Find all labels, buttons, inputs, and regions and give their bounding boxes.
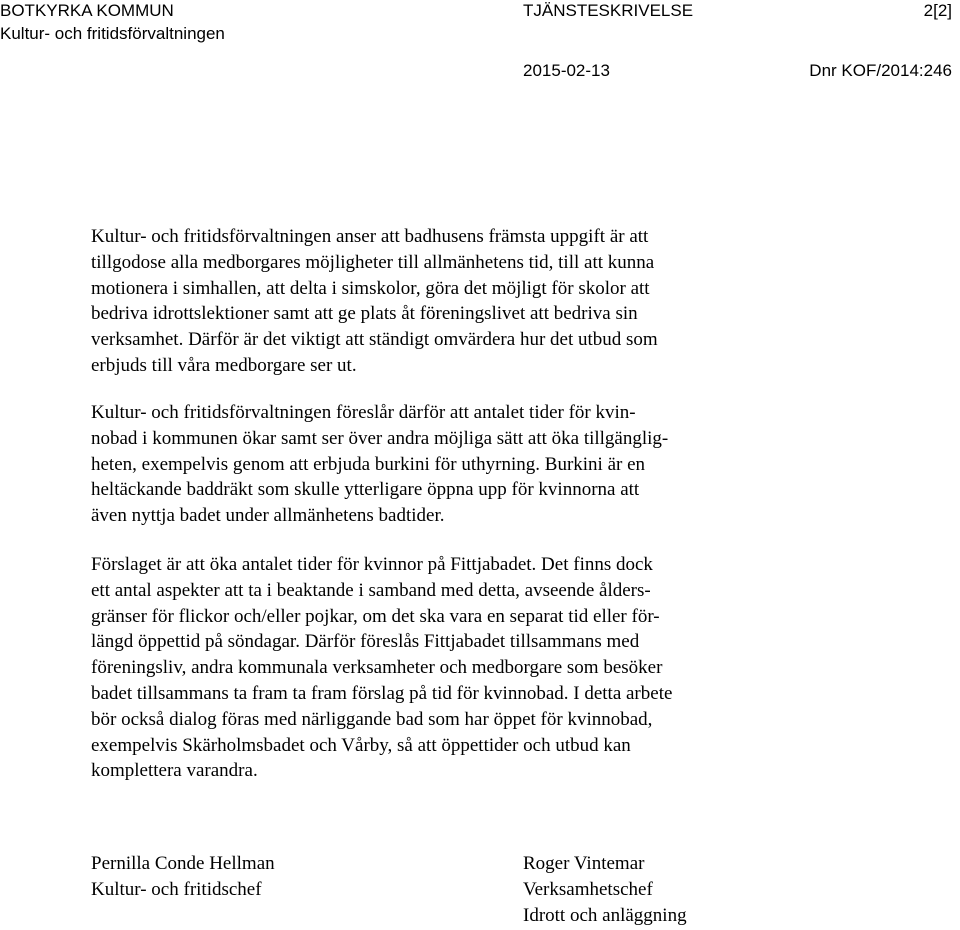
- paragraph-line: erbjuds till våra medborgare ser ut.: [91, 354, 357, 376]
- paragraph-line: verksamhet. Därför är det viktigt att ständigt omvärdera hur det utbud som: [91, 329, 658, 351]
- paragraph-line: längd öppettid på söndagar. Därför föreslås Fittjabadet tillsammans med: [91, 631, 640, 653]
- signatory-title: Verksamhetschef: [523, 878, 653, 900]
- paragraph-line: komplettera varandra.: [91, 760, 258, 782]
- paragraph-3: [91, 552, 811, 784]
- signatory-name: Pernilla Conde Hellman: [91, 853, 275, 874]
- signature-right: [523, 851, 687, 928]
- document-reference: Dnr KOF/2014:246: [809, 61, 952, 80]
- signatory-unit: Idrott och anläggning: [523, 904, 687, 926]
- paragraph-line: nobad i kommunen ökar samt ser över andra möjliga sätt att öka tillgänglig-: [91, 427, 669, 449]
- department-name: Kultur- och fritidsförvaltningen: [0, 24, 225, 43]
- paragraph-2: [91, 400, 811, 529]
- paragraph-line: exempelvis Skärholmsbadet och Vårby, så att öppettider och utbud kan: [91, 734, 631, 756]
- document-type: TJÄNSTESKRIVELSE: [523, 1, 694, 20]
- paragraph-line: Kultur- och fritidsförvaltningen föreslår därför att antalet tider för kvin-: [91, 402, 636, 423]
- paragraph-line: gränser för flickor och/eller pojkar, om det ska vara en separat tid eller för-: [91, 605, 660, 627]
- paragraph-line: bör också dialog föras med närliggande bad som har öppet för kvinnobad,: [91, 708, 653, 730]
- paragraph-line: föreningsliv, andra kommunala verksamheter och medborgare som besöker: [91, 657, 663, 679]
- document-date: 2015-02-13: [523, 61, 610, 80]
- organization-name: BOTKYRKA KOMMUN: [0, 1, 174, 20]
- signature-left: [91, 851, 275, 903]
- paragraph-line: även nyttja badet under allmänhetens badtider.: [91, 505, 445, 527]
- paragraph-line: ett antal aspekter att ta i beaktande i samband med detta, avseende ålders-: [91, 579, 651, 601]
- paragraph-line: tillgodose alla medborgares möjligheter till allmänhetens tid, till att kunna: [91, 251, 655, 273]
- paragraph-line: heten, exempelvis genom att erbjuda burkini för uthyrning. Burkini är en: [91, 453, 646, 475]
- paragraph-line: heltäckande baddräkt som skulle ytterligare öppna upp för kvinnorna att: [91, 479, 640, 501]
- page-number: 2[2]: [923, 1, 952, 20]
- paragraph-line: Kultur- och fritidsförvaltningen anser att badhusens främsta uppgift är att: [91, 226, 649, 247]
- paragraph-line: motionera i simhallen, att delta i simskolor, göra det möjligt för skolor att: [91, 277, 650, 299]
- signatory-name: Roger Vintemar: [523, 853, 645, 874]
- paragraph-1: [91, 224, 811, 379]
- paragraph-line: bedriva idrottslektioner samt att ge plats åt föreningslivet att bedriva sin: [91, 303, 638, 325]
- paragraph-line: Förslaget är att öka antalet tider för kvinnor på Fittjabadet. Det finns dock: [91, 554, 653, 575]
- paragraph-line: badet tillsammans ta fram ta fram förslag på tid för kvinnobad. I detta arbete: [91, 682, 673, 704]
- signatory-title: Kultur- och fritidschef: [91, 878, 262, 900]
